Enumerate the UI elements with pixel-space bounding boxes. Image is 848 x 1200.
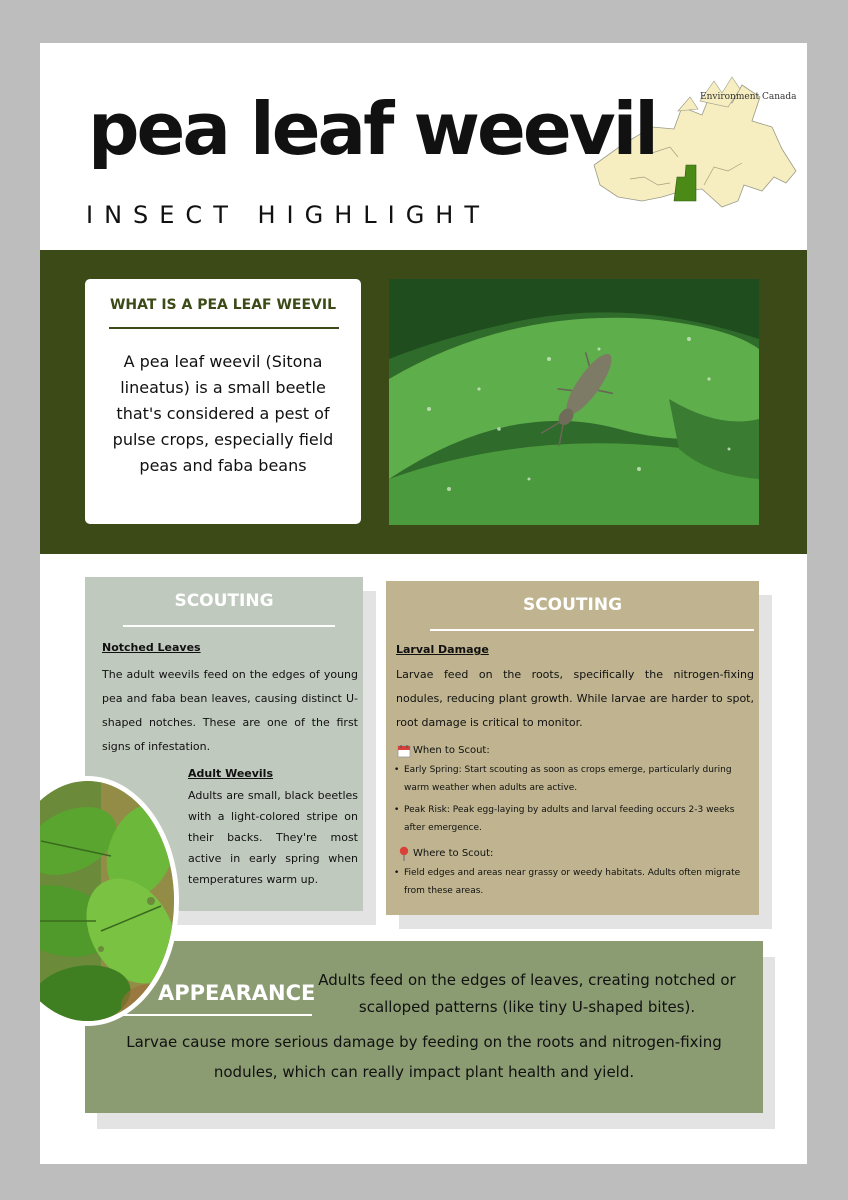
- scouting-right-card: [386, 581, 759, 915]
- weevil-photo: [389, 279, 759, 525]
- notched-leaves-text: The adult weevils feed on the edges of young pea and faba bean leaves, causing distinct U-shaped notches. These are one of the first signs of infestation.: [102, 668, 358, 753]
- what-is-heading: WHAT IS A PEA LEAF WEEVIL: [109, 297, 337, 313]
- when-item-peak-risk: • Peak Risk: Peak egg-laying by adults and larval feeding occurs 2-3 weeks after emergence.: [404, 801, 752, 837]
- page-subtitle: INSECT HIGHLIGHT: [86, 201, 490, 229]
- poster-page: [40, 43, 807, 1164]
- calendar-icon: [397, 744, 411, 758]
- adult-weevils-title: Adult Weevils: [188, 767, 273, 780]
- pin-icon: [398, 846, 410, 861]
- notched-leaves-title: Notched Leaves: [102, 641, 201, 654]
- where-to-scout-label: Where to Scout:: [413, 848, 494, 859]
- what-is-text: A pea leaf weevil (Sitona lineatus) is a small beetle that's considered a pest of pulse crops, especially field peas and faba beans: [112, 352, 334, 475]
- appearance-text-adults: Adults feed on the edges of leaves, creating notched or scalloped patterns (like tiny U-shaped bites).: [318, 971, 736, 1016]
- appearance-section: [85, 941, 763, 1113]
- larval-damage-title: Larval Damage: [396, 643, 489, 656]
- scouting-right-divider: [430, 629, 754, 631]
- larval-damage-text: Larvae feed on the roots, specifically the nitrogen-fixing nodules, reducing plant growth. While larvae are harder to spot, root damage is critical to monitor.: [396, 668, 754, 729]
- scouting-left-divider: [123, 625, 335, 627]
- when-to-scout-label: When to Scout:: [413, 745, 490, 756]
- what-is-divider: [109, 327, 339, 329]
- page-title: pea leaf weevil: [88, 87, 656, 171]
- where-item-field-edges: • Field edges and areas near grassy or weedy habitats. Adults often migrate from these areas.: [404, 864, 752, 900]
- what-is-card: [85, 279, 361, 524]
- scouting-right-heading: SCOUTING: [522, 595, 623, 615]
- appearance-heading: APPEARANCE: [158, 981, 316, 1005]
- adult-weevils-text: Adults are small, black beetles with a light-colored stripe on their backs. They're most active in early spring when temperatures warm up.: [188, 789, 358, 886]
- when-item-early-spring: • Early Spring: Start scouting as soon as crops emerge, particularly during warm weather when adults are active.: [404, 761, 752, 797]
- map-credit: Environment Canada: [700, 92, 797, 102]
- scouting-left-heading: SCOUTING: [174, 591, 274, 611]
- appearance-divider: [122, 1014, 312, 1016]
- appearance-text-larvae: Larvae cause more serious damage by feeding on the roots and nitrogen-fixing nodules, which can really impact plant health and yield.: [126, 1033, 722, 1081]
